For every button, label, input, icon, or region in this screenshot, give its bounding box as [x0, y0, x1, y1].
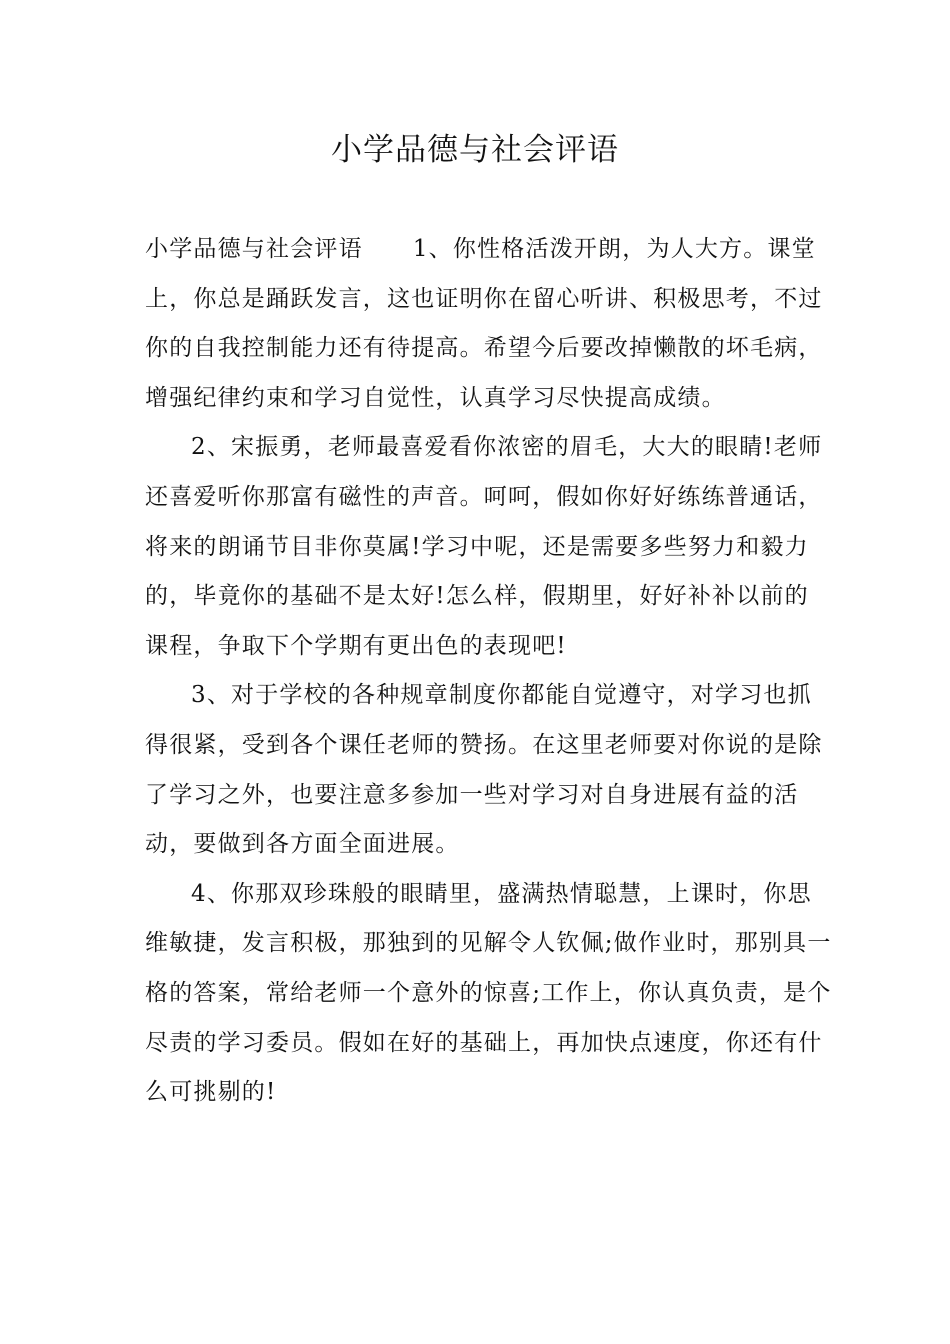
- paragraph-4: 4、你那双珍珠般的眼睛里，盛满热情聪慧，上课时，你思维敏捷，发言积极，那独到的见解令人钦佩;做作业时，那别具一格的答案，常给老师一个意外的惊喜;工作上，你认真负责，是个尽责的学习委员。假如在好的基础上，再加快点速度，你还有什么可挑剔的!: [145, 880, 832, 1106]
- paragraph-1-text: 1、你性格活泼开朗，为人大方。课堂上，你总是踊跃发言，这也证明你在留心听讲、积极思考，不过你的自我控制能力还有待提高。希望今后要改掉懒散的坏毛病，增强纪律约束和学习自觉性，认真学习尽快提高成绩。: [145, 236, 823, 411]
- paragraph-3: 3、对于学校的各种规章制度你都能自觉遵守，对学习也抓得很紧，受到各个课任老师的赞扬。在这里老师要对你说的是除了学习之外，也要注意多参加一些对学习对自身进展有益的活动，要做到各方面全面进展。: [145, 682, 823, 858]
- document-body: [145, 225, 833, 1118]
- paragraph-1: [145, 225, 833, 423]
- document-title: 小学品德与社会评语: [331, 132, 619, 168]
- intro-label: 小学品德与社会评语: [145, 236, 363, 262]
- paragraph-2: 2、宋振勇，老师最喜爱看你浓密的眉毛，大大的眼睛!老师还喜爱听你那富有磁性的声音。呵呵，假如你好好练练普通话，将来的朗诵节目非你莫属!学习中呢，还是需要多些努力和毅力的，毕竟你的基础不是太好!怎么样，假期里，好好补补以前的课程，争取下个学期有更出色的表现吧!: [145, 434, 823, 659]
